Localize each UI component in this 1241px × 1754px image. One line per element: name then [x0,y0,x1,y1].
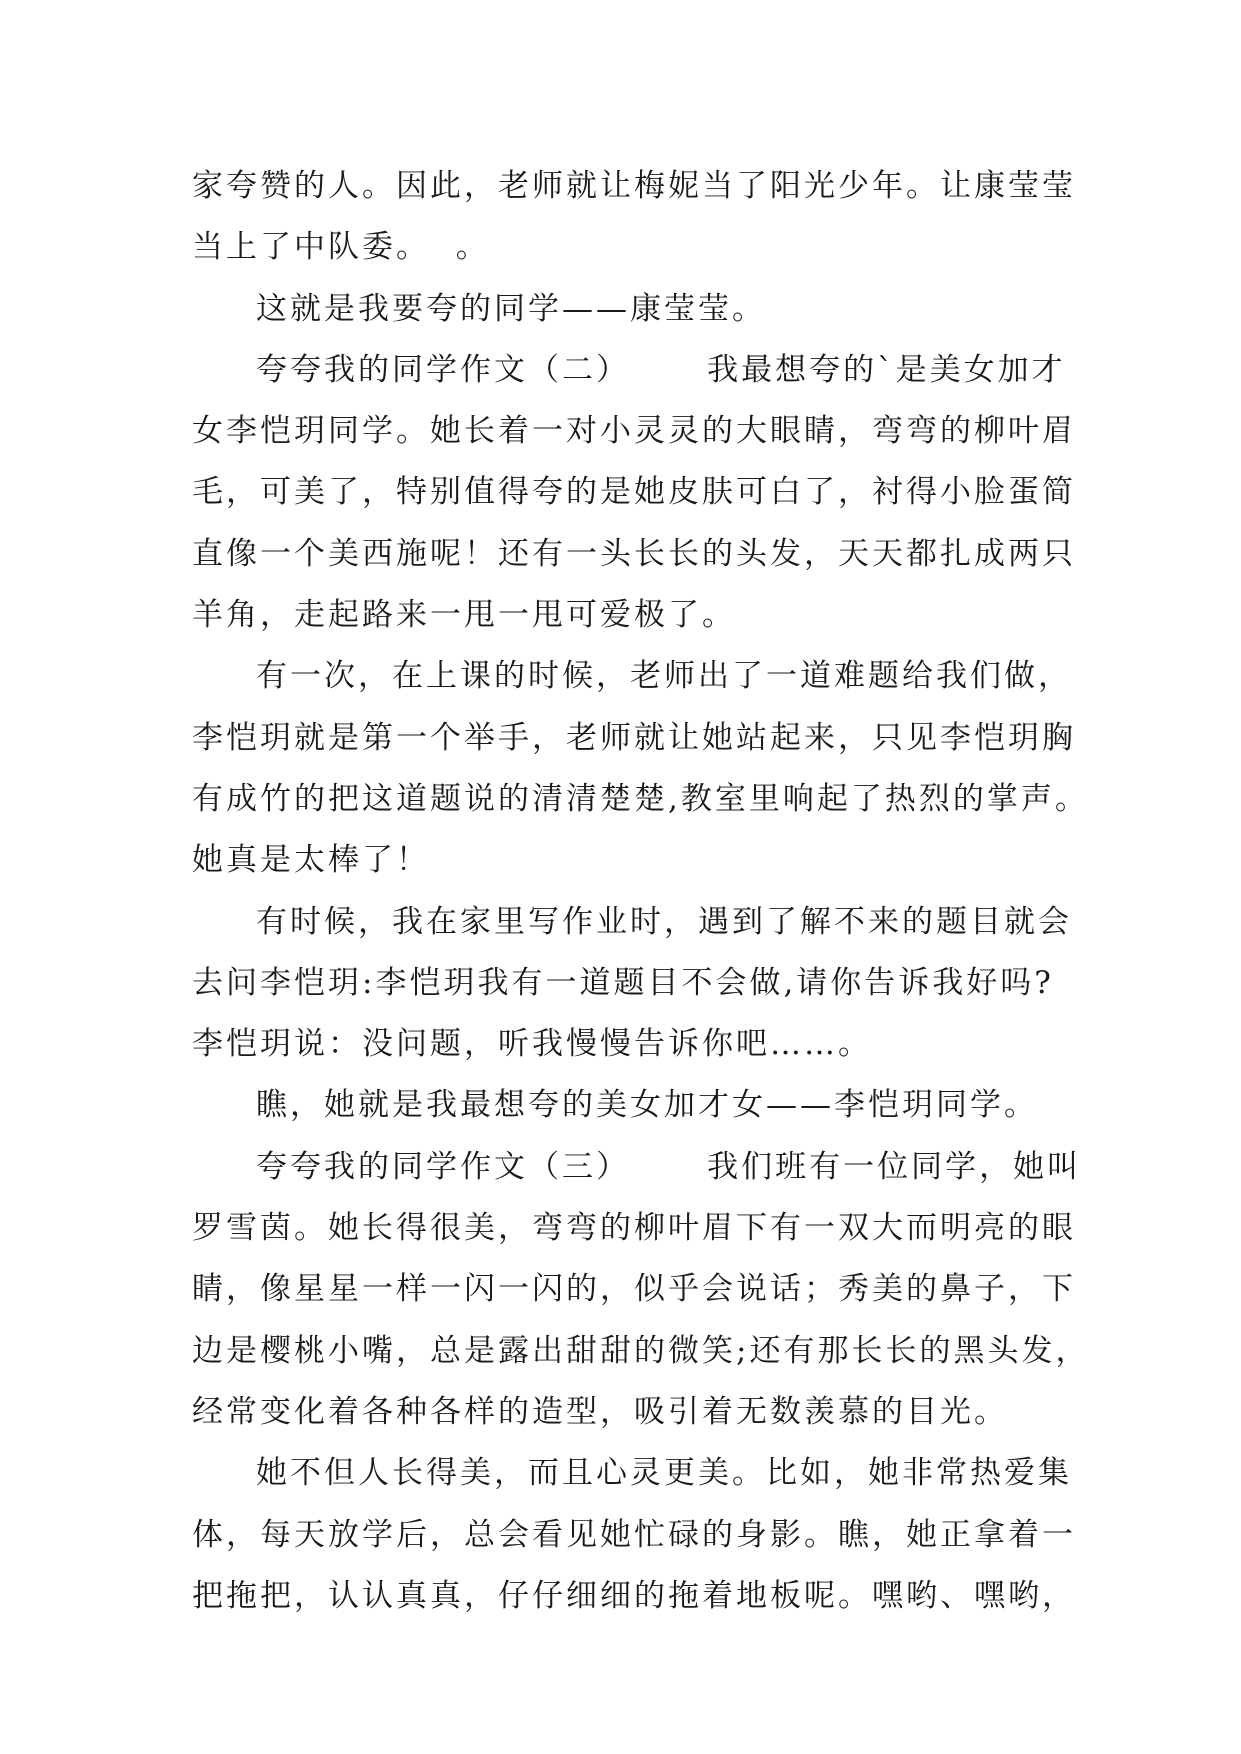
document-body [192,156,1090,1627]
line-text: 李恺玥就是第一个举手，老师就让她站起来，只见李恺玥胸 [192,719,1076,756]
line-text: 瞧，她就是我最想夸的美女加才女——李恺玥同学。 [256,1087,1038,1124]
text-line [192,585,1058,646]
text-line [192,524,1076,585]
text-line [192,401,1076,462]
line-text: 女李恺玥同学。她长着一对小灵灵的大眼睛，弯弯的柳叶眉 [192,413,1076,450]
line-text: 经常变化着各种各样的造型，吸引着无数羡慕的目光。 [192,1393,1008,1430]
line-text: 边是樱桃小嘴，总是露出甜甜的微笑;还有那长长的黑头发， [192,1332,1090,1369]
line-text: 把拖把，认认真真，仔仔细细的拖着地板呢。嘿哟、嘿哟， [192,1577,1076,1614]
line-text: 这就是我要夸的同学——康莹莹。 [256,290,766,327]
text-line [192,1382,1058,1443]
text-line [192,156,1076,217]
line-text: 家夸赞的人。因此，老师就让梅妮当了阳光少年。让康莹莹 [192,168,1076,204]
line-text: 去问李恺玥:李恺玥我有一道题目不会做,请你告诉我好吗? [192,964,1054,1001]
line-text: 睛，像星星一样一闪一闪的，似乎会说话；秀美的鼻子，下 [192,1271,1076,1308]
text-line [192,340,1066,401]
text-line [192,953,1058,1014]
text-line [192,1198,1076,1259]
line-text: 夸夸我的同学作文（三） 我们班有一位同学，她叫 [256,1148,1082,1185]
text-line [192,1505,1076,1566]
line-text: 体，每天放学后，总会看见她忙碌的身影。瞧，她正拿着一 [192,1516,1076,1553]
text-line [192,769,1089,830]
line-text: 李恺玥说：没问题，听我慢慢告诉你吧……。 [192,1026,872,1063]
line-text: 直像一个美西施呢！还有一头长长的头发，天天都扎成两只 [192,535,1076,572]
text-line [192,1014,1058,1075]
line-text: 她不但人长得美，而且心灵更美。比如，她非常热爱集 [256,1455,1072,1492]
text-line [192,892,1072,953]
text-line [192,1321,1090,1382]
line-text: 羊角，走起路来一甩一甩可爱极了。 [192,597,736,634]
line-text: 当上了中队委。 。 [192,229,490,266]
line-text: 有时候，我在家里写作业时，遇到了解不来的题目就会 [256,903,1072,940]
line-text: 罗雪茵。她长得很美，弯弯的柳叶眉下有一双大而明亮的眼 [192,1210,1076,1247]
text-line [192,1259,1076,1320]
line-text: 夸夸我的同学作文（二） 我最想夸的`是美女加才 [256,351,1066,388]
text-line [192,708,1076,769]
text-line [192,1137,1082,1198]
line-text: 有成竹的把这道题说的清清楚楚,教室里响起了热烈的掌声。 [192,780,1089,817]
text-line [192,646,1072,707]
text-line [192,462,1076,523]
text-line [192,279,1058,340]
text-line [192,1443,1072,1504]
line-text: 有一次，在上课的时候，老师出了一道难题给我们做， [256,658,1072,695]
line-text: 她真是太棒了！ [192,842,430,879]
text-line [192,830,1058,891]
text-line [192,1566,1076,1627]
line-text: 毛，可美了，特别值得夸的是她皮肤可白了，衬得小脸蛋简 [192,474,1076,511]
text-line [192,217,1058,278]
text-line [192,1075,1058,1136]
